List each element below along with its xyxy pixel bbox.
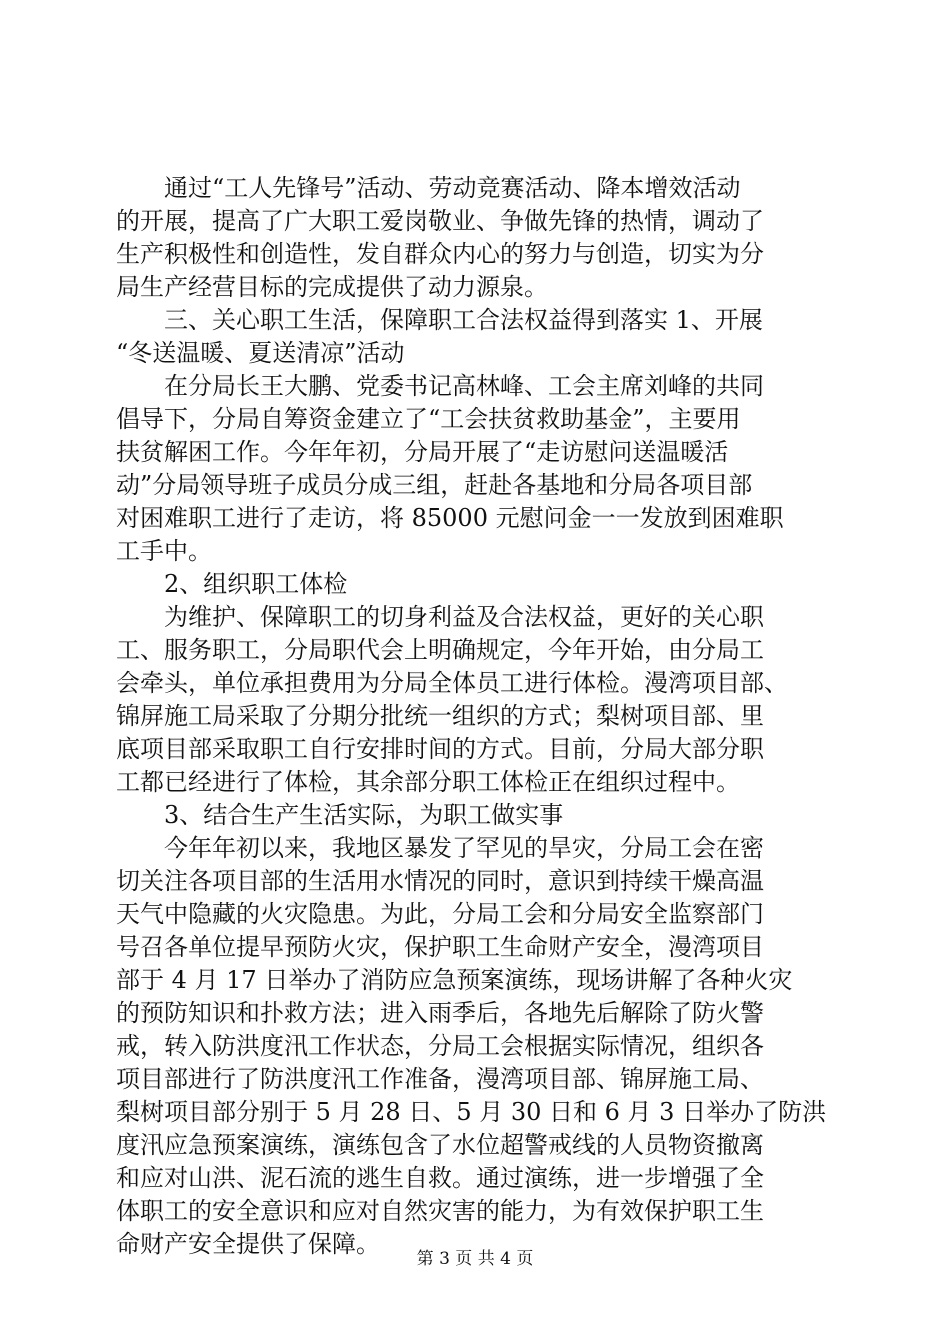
- text-line: 局生产经营目标的完成提供了动力源泉。: [116, 273, 548, 301]
- text-line: 为维护、保障职工的切身利益及合法权益，更好的关心职: [116, 603, 764, 631]
- text-line: 号召各单位提早预防火灾，保护职工生命财产安全，漫湾项目: [116, 933, 764, 961]
- text-line: 工、服务职工，分局职代会上明确规定，今年开始，由分局工: [116, 636, 764, 664]
- text-line: 的预防知识和扑救方法；进入雨季后，各地先后解除了防火警: [116, 999, 764, 1027]
- text-line: 项目部进行了防洪度汛工作准备，漫湾项目部、锦屏施工局、: [116, 1065, 764, 1093]
- text-line: 动”分局领导班子成员分成三组，赶赴各基地和分局各项目部: [116, 471, 753, 499]
- text-line: 戒，转入防洪度汛工作状态，分局工会根据实际情况，组织各: [116, 1032, 764, 1060]
- text-line: 会牵头，单位承担费用为分局全体员工进行体检。漫湾项目部、: [116, 669, 788, 697]
- text-line: “冬送温暖、夏送清凉”活动: [116, 339, 405, 367]
- text-line: 度汛应急预案演练，演练包含了水位超警戒线的人员物资撤离: [116, 1131, 764, 1159]
- text-line: 锦屏施工局采取了分期分批统一组织的方式；梨树项目部、里: [116, 702, 764, 730]
- text-line: 工都已经进行了体检，其余部分职工体检正在组织过程中。: [116, 768, 740, 796]
- document-body: [116, 172, 836, 1261]
- text-line: 倡导下，分局自筹资金建立了“工会扶贫救助基金”，主要用: [116, 405, 741, 433]
- text-line: 和应对山洪、泥石流的逃生自救。通过演练，进一步增强了全: [116, 1164, 764, 1192]
- text-line: 生产积极性和创造性，发自群众内心的努力与创造，切实为分: [116, 240, 764, 268]
- text-line: 今年年初以来，我地区暴发了罕见的旱灾，分局工会在密: [116, 834, 764, 862]
- text-line: 的开展，提高了广大职工爱岗敬业、争做先锋的热情，调动了: [116, 207, 764, 235]
- text-line: 切关注各项目部的生活用水情况的同时，意识到持续干燥高温: [116, 867, 764, 895]
- text-line: 命财产安全提供了保障。: [116, 1230, 380, 1258]
- text-line: 体职工的安全意识和应对自然灾害的能力，为有效保护职工生: [116, 1197, 764, 1225]
- text-line: 扶贫解困工作。今年年初，分局开展了“走访慰问送温暖活: [116, 438, 729, 466]
- text-line: 底项目部采取职工自行安排时间的方式。目前，分局大部分职: [116, 735, 764, 763]
- text-line: 梨树项目部分别于 5 月 28 日、5 月 30 日和 6 月 3 日举办了防洪: [116, 1098, 827, 1126]
- text-line: 通过“工人先锋号”活动、劳动竞赛活动、降本增效活动: [116, 174, 741, 202]
- text-line: 在分局长王大鹏、党委书记高林峰、工会主席刘峰的共同: [116, 372, 764, 400]
- text-line: 部于 4 月 17 日举办了消防应急预案演练，现场讲解了各种火灾: [116, 966, 793, 994]
- text-line: 天气中隐藏的火灾隐患。为此，分局工会和分局安全监察部门: [116, 900, 764, 928]
- text-line: 三、关心职工生活，保障职工合法权益得到落实 1、开展: [116, 306, 763, 334]
- text-line: 2、组织职工体检: [116, 570, 348, 598]
- page-footer: 第 3 页 共 4 页: [416, 1249, 534, 1269]
- text-line: 3、结合生产生活实际，为职工做实事: [116, 801, 564, 829]
- text-line: 对困难职工进行了走访，将 85000 元慰问金一一发放到困难职: [116, 504, 784, 532]
- text-line: 工手中。: [116, 537, 212, 565]
